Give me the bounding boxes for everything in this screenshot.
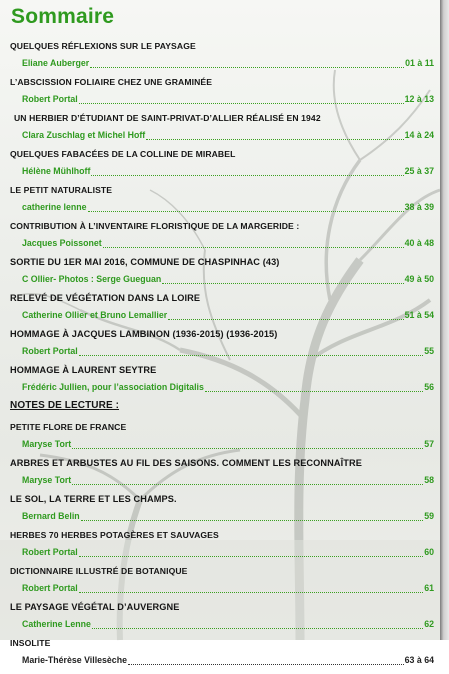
- entry-line: [22, 382, 434, 392]
- toc-entry: [0, 422, 440, 458]
- entry-author: C Ollier- Photos : Serge Gueguan: [22, 274, 162, 284]
- dot-leader: [146, 132, 403, 140]
- entry-title: DICTIONNAIRE ILLUSTRÉ DE BOTANIQUE: [10, 566, 188, 576]
- entry-author: Marie-Thérèse Villesèche: [22, 655, 127, 665]
- entry-pages: 38 à 39: [404, 202, 434, 212]
- dot-leader: [128, 657, 404, 665]
- notes-section-header: [0, 401, 440, 422]
- entry-pages: 51 à 54: [404, 310, 434, 320]
- entry-line: [22, 94, 434, 104]
- entry-line: [22, 583, 434, 593]
- entry-line: [22, 475, 434, 485]
- entry-pages: 14 à 24: [404, 130, 434, 140]
- entry-pages: 01 à 11: [405, 58, 434, 68]
- entry-author: Robert Portal: [22, 94, 78, 104]
- entry-pages: 57: [424, 439, 434, 449]
- entry-pages: 25 à 37: [404, 166, 434, 176]
- dot-leader: [79, 585, 423, 593]
- dot-leader: [205, 384, 423, 392]
- entry-pages: 59: [424, 511, 434, 521]
- entry-author: Robert Portal: [22, 346, 78, 356]
- entry-line: [22, 202, 434, 212]
- toc-entry: [0, 329, 440, 365]
- entry-title: UN HERBIER D’ÉTUDIANT DE SAINT-PRIVAT-D’ALLIER RÉALISÉ EN 1942: [14, 113, 321, 123]
- entry-pages: 62: [424, 619, 434, 629]
- entry-line: [22, 238, 434, 248]
- entry-author: Robert Portal: [22, 547, 78, 557]
- dot-leader: [79, 96, 404, 104]
- entry-title: CONTRIBUTION À L’INVENTAIRE FLORISTIQUE DE LA MARGERIDE :: [10, 221, 300, 231]
- toc-entry: [0, 293, 440, 329]
- section-title: NOTES DE LECTURE :: [10, 400, 120, 411]
- entry-title: QUELQUES RÉFLEXIONS SUR LE PAYSAGE: [10, 41, 196, 51]
- entry-line: [22, 58, 434, 68]
- entry-line: [22, 511, 434, 521]
- toc-entry: [0, 494, 440, 530]
- entry-pages: 61: [424, 583, 434, 593]
- entry-line: [22, 619, 434, 629]
- entry-pages: 40 à 48: [404, 238, 434, 248]
- toc-entry: [0, 566, 440, 602]
- entry-pages: 60: [424, 547, 434, 557]
- entry-title: LE PAYSAGE VÉGÉTAL D’AUVERGNE: [10, 602, 180, 612]
- dot-leader: [79, 549, 423, 557]
- entry-line: [22, 655, 434, 665]
- dot-leader: [79, 348, 423, 356]
- entry-author: Jacques Poissonet: [22, 238, 102, 248]
- dot-leader: [92, 621, 423, 629]
- toc-entry: [0, 638, 440, 674]
- entry-line: [22, 130, 434, 140]
- entry-pages: 55: [424, 346, 434, 356]
- entry-title: L’ABSCISSION FOLIAIRE CHEZ UNE GRAMINÉE: [10, 77, 213, 87]
- entry-pages: 12 à 13: [404, 94, 434, 104]
- entry-author: Clara Zuschlag et Michel Hoff: [22, 130, 146, 140]
- dot-leader: [162, 276, 403, 284]
- dot-leader: [103, 240, 404, 248]
- toc-entry: [0, 149, 440, 185]
- entry-pages: 49 à 50: [404, 274, 434, 284]
- toc-entry: [0, 365, 440, 401]
- entry-author: Frédéric Jullien, pour l’association Digitalis: [22, 382, 204, 392]
- entry-pages: 63 à 64: [404, 655, 434, 665]
- toc-entry: [0, 77, 440, 113]
- entry-pages: 56: [424, 382, 434, 392]
- table-of-contents: [0, 41, 440, 674]
- dot-leader: [91, 168, 403, 176]
- entry-title: HERBES 70 HERBES POTAGÈRES ET SAUVAGES: [10, 530, 219, 540]
- entry-title: LE SOL, LA TERRE ET LES CHAMPS.: [10, 494, 177, 504]
- dot-leader: [88, 204, 404, 212]
- entry-line: [22, 547, 434, 557]
- entry-title: QUELQUES FABACÉES DE LA COLLINE DE MIRABEL: [10, 149, 236, 159]
- toc-entry: [0, 257, 440, 293]
- toc-entry: [0, 458, 440, 494]
- toc-entry: [0, 113, 440, 149]
- entry-author: Catherine Ollier et Bruno Lemallier: [22, 310, 168, 320]
- entry-author: catherine lenne: [22, 202, 87, 212]
- dot-leader: [72, 441, 423, 449]
- toc-entry: [0, 221, 440, 257]
- entry-line: [22, 346, 434, 356]
- entry-title: SORTIE DU 1ER MAI 2016, COMMUNE DE CHASPINHAC (43): [10, 257, 280, 267]
- toc-entry: [0, 185, 440, 221]
- entry-title: INSOLITE: [10, 638, 51, 648]
- dot-leader: [72, 477, 423, 485]
- entry-title: RELEVÉ DE VÉGÉTATION DANS LA LOIRE: [10, 293, 201, 303]
- entry-line: [22, 274, 434, 284]
- entry-pages: 58: [424, 475, 434, 485]
- toc-entry: [0, 530, 440, 566]
- page-title: Sommaire: [11, 5, 115, 28]
- entry-author: Hélène Mühlhoff: [22, 166, 91, 176]
- entry-author: Eliane Auberger: [22, 58, 90, 68]
- toc-entry: [0, 41, 440, 77]
- entry-author: Maryse Tort: [22, 475, 72, 485]
- entry-author: Catherine Lenne: [22, 619, 91, 629]
- entry-title: HOMMAGE À LAURENT SEYTRE: [10, 365, 157, 375]
- entry-line: [22, 310, 434, 320]
- entry-line: [22, 439, 434, 449]
- entry-line: [22, 166, 434, 176]
- dot-leader: [81, 513, 424, 521]
- entry-author: Maryse Tort: [22, 439, 72, 449]
- entry-title: PETITE FLORE DE FRANCE: [10, 422, 127, 432]
- toc-entry: [0, 602, 440, 638]
- entry-author: Bernard Belin: [22, 511, 80, 521]
- page-edge-shadow: [440, 0, 449, 640]
- entry-title: LE PETIT NATURALISTE: [10, 185, 113, 195]
- entry-title: ARBRES ET ARBUSTES AU FIL DES SAISONS. COMMENT LES RECONNAÎTRE: [10, 458, 362, 468]
- entry-author: Robert Portal: [22, 583, 78, 593]
- dot-leader: [168, 312, 403, 320]
- entry-title: HOMMAGE À JACQUES LAMBINON (1936-2015) (1936-2015): [10, 329, 278, 339]
- dot-leader: [90, 60, 404, 68]
